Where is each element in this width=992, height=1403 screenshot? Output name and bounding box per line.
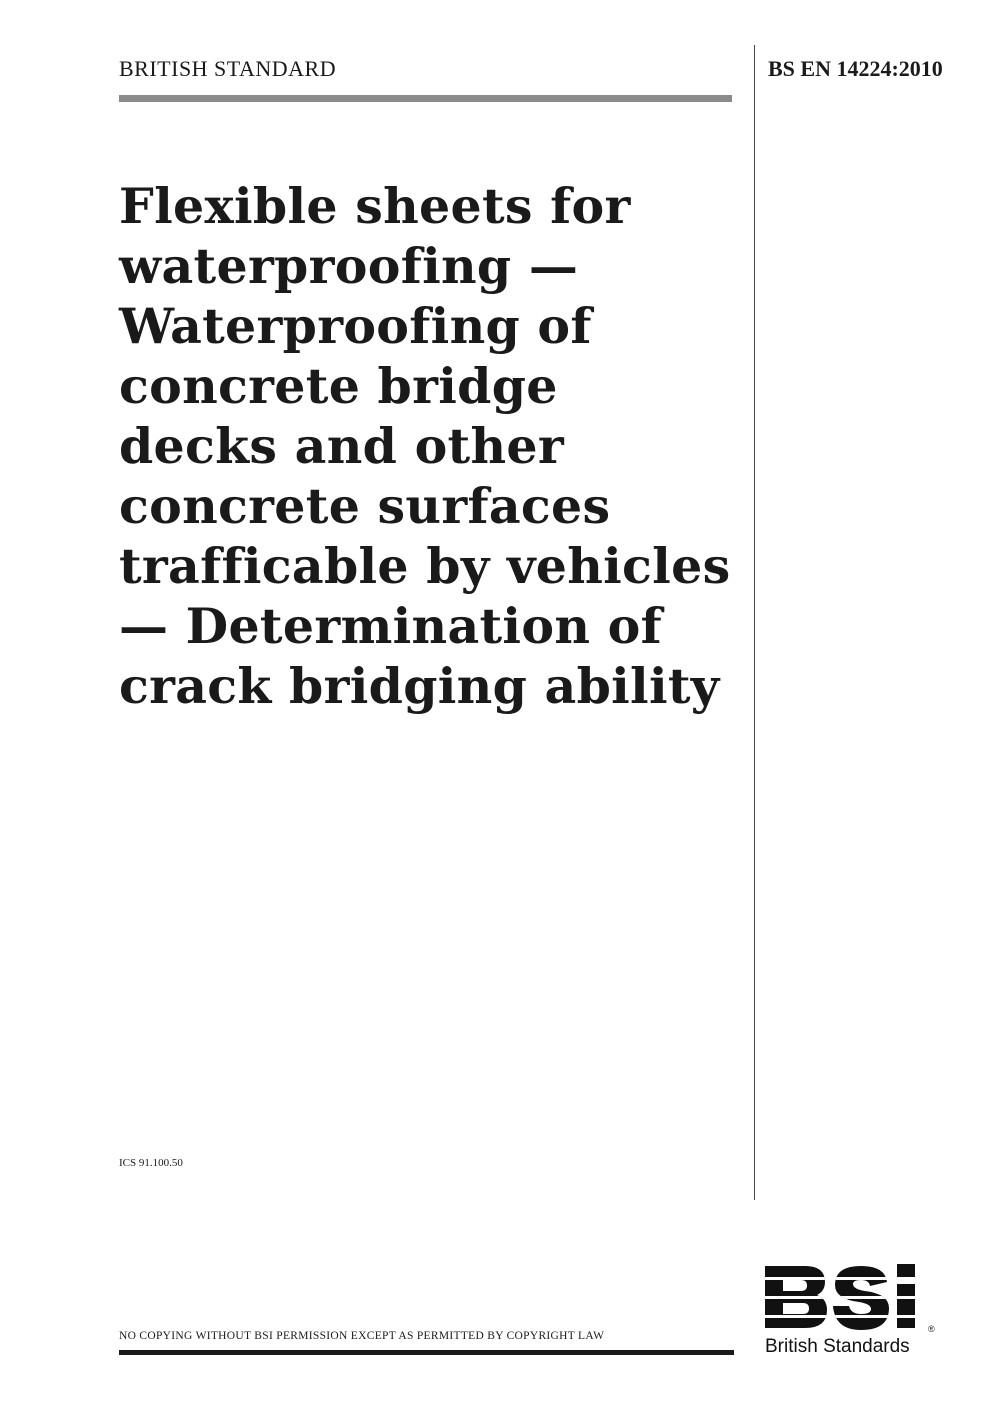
title-line: — Determination of <box>119 597 662 655</box>
bsi-logo-mark <box>763 1258 938 1336</box>
title-line: Waterproofing of <box>119 297 592 355</box>
copyright-notice: NO COPYING WITHOUT BSI PERMISSION EXCEPT AS PERMITTED BY COPYRIGHT LAW <box>119 1330 605 1342</box>
title-line: trafficable by vehicles <box>119 537 731 595</box>
footer-rule <box>119 1350 734 1355</box>
registered-trademark-icon: ® <box>928 1324 935 1334</box>
bsi-logo-caption <box>765 1336 910 1358</box>
vertical-divider <box>754 45 755 1200</box>
series-label: BRITISH STANDARD <box>119 56 337 81</box>
header-rule <box>119 95 732 102</box>
title-line: Flexible sheets for <box>119 177 631 235</box>
standard-number: BS EN 14224:2010 <box>768 56 943 81</box>
title-line: concrete bridge <box>119 357 558 415</box>
logo-caption-text: British Standards <box>765 1336 910 1357</box>
title-line: concrete surfaces <box>119 477 611 535</box>
document-title <box>119 176 739 716</box>
title-line: decks and other <box>119 417 564 475</box>
title-line: waterproofing — <box>119 237 579 295</box>
ics-code: ICS 91.100.50 <box>119 1157 183 1169</box>
title-line: crack bridging ability <box>119 657 720 715</box>
